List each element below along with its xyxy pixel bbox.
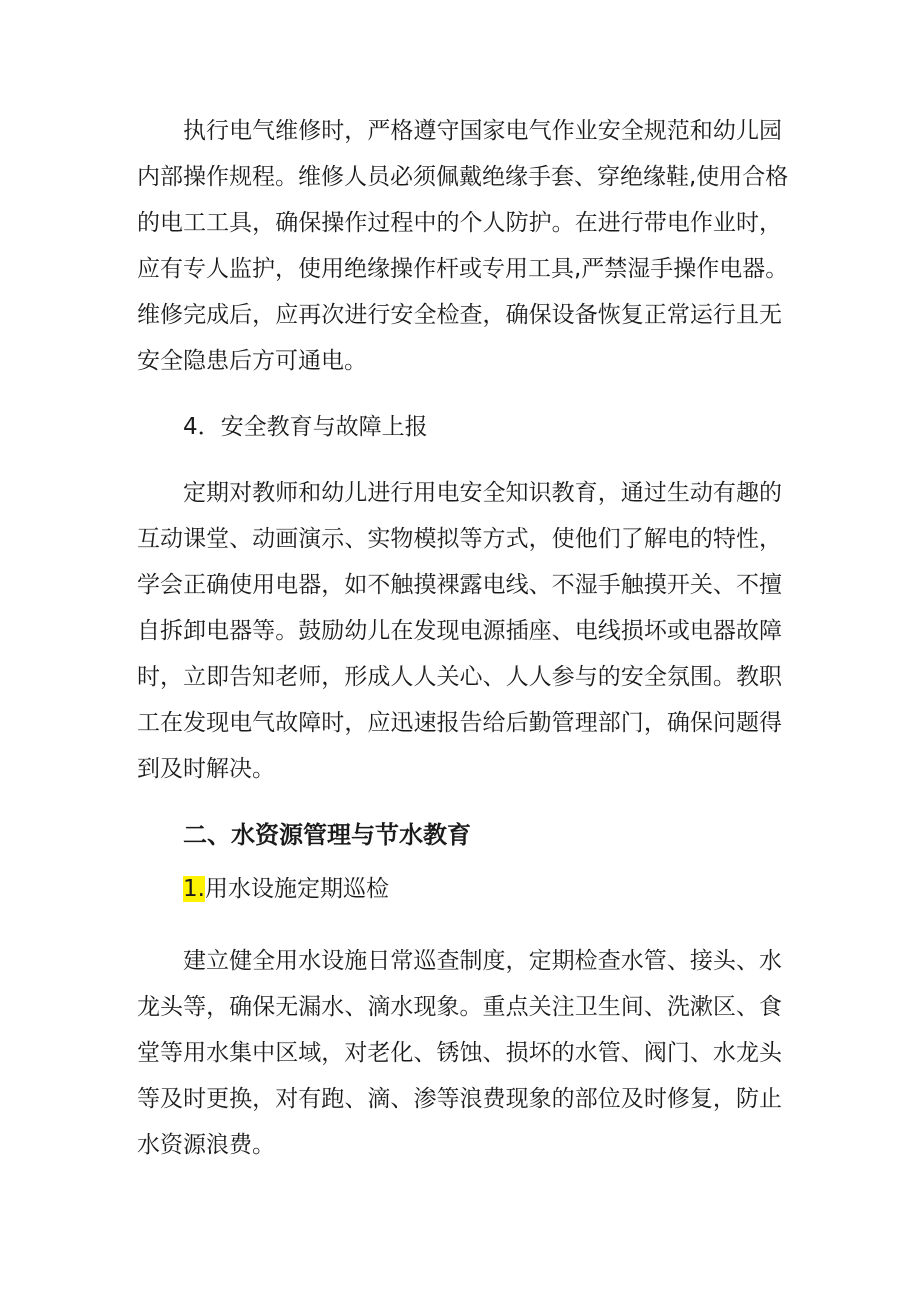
paragraph-1-line-1: 执行电气维修时，严格遵守国家电气作业安全规范和幼儿园 xyxy=(183,118,782,144)
paragraph-3-line-5: 水资源浪费。 xyxy=(137,1132,275,1158)
subheading-water-inspection xyxy=(183,866,389,912)
paragraph-1-line-4: 应有专人监护，使用绝缘操作杆或专用工具,严禁湿手操作电器。 xyxy=(137,256,789,282)
paragraph-1-line-6: 安全隐患后方可通电。 xyxy=(137,348,367,374)
paragraph-2-line-4: 自拆卸电器等。鼓励幼儿在发现电源插座、电线损坏或电器故障 xyxy=(137,618,782,644)
paragraph-3-line-2: 龙头等，确保无漏水、滴水现象。重点关注卫生间、洗漱区、食 xyxy=(137,994,782,1020)
paragraph-1-line-2: 内部操作规程。维修人员必须佩戴绝缘手套、穿绝缘鞋,使用合格 xyxy=(137,164,789,190)
paragraph-2-line-2: 互动课堂、动画演示、实物模拟等方式，使他们了解电的特性， xyxy=(137,526,782,552)
subheading-text: 用水设施定期巡检 xyxy=(204,876,389,902)
paragraph-3-line-3: 堂等用水集中区域，对老化、锈蚀、损坏的水管、阀门、水龙头 xyxy=(137,1040,782,1066)
paragraph-1-line-5: 维修完成后，应再次进行安全检查，确保设备恢复正常运行且无 xyxy=(137,302,782,328)
paragraph-2-line-3: 学会正确使用电器，如不触摸裸露电线、不湿手触摸开关、不擅 xyxy=(137,572,782,598)
paragraph-2-line-1: 定期对教师和幼儿进行用电安全知识教育，通过生动有趣的 xyxy=(183,480,782,506)
paragraph-2-line-7: 到及时解决。 xyxy=(137,756,275,782)
paragraph-3-line-1: 建立健全用水设施日常巡查制度，定期检查水管、接头、水 xyxy=(183,948,782,974)
subheading-safety-education: 4．安全教育与故障上报 xyxy=(183,414,428,440)
paragraph-3-line-4: 等及时更换，对有跑、滴、渗等浪费现象的部位及时修复，防止 xyxy=(137,1086,782,1112)
highlighted-number: 1. xyxy=(183,876,205,902)
section-title-water-resources: 二、水资源管理与节水教育 xyxy=(183,821,471,849)
paragraph-1-line-3: 的电工工具，确保操作过程中的个人防护。在进行带电作业时， xyxy=(137,210,782,236)
paragraph-2-line-6: 工在发现电气故障时，应迅速报告给后勤管理部门，确保问题得 xyxy=(137,710,782,736)
paragraph-2-line-5: 时，立即告知老师，形成人人关心、人人参与的安全氛围。教职 xyxy=(137,664,782,690)
